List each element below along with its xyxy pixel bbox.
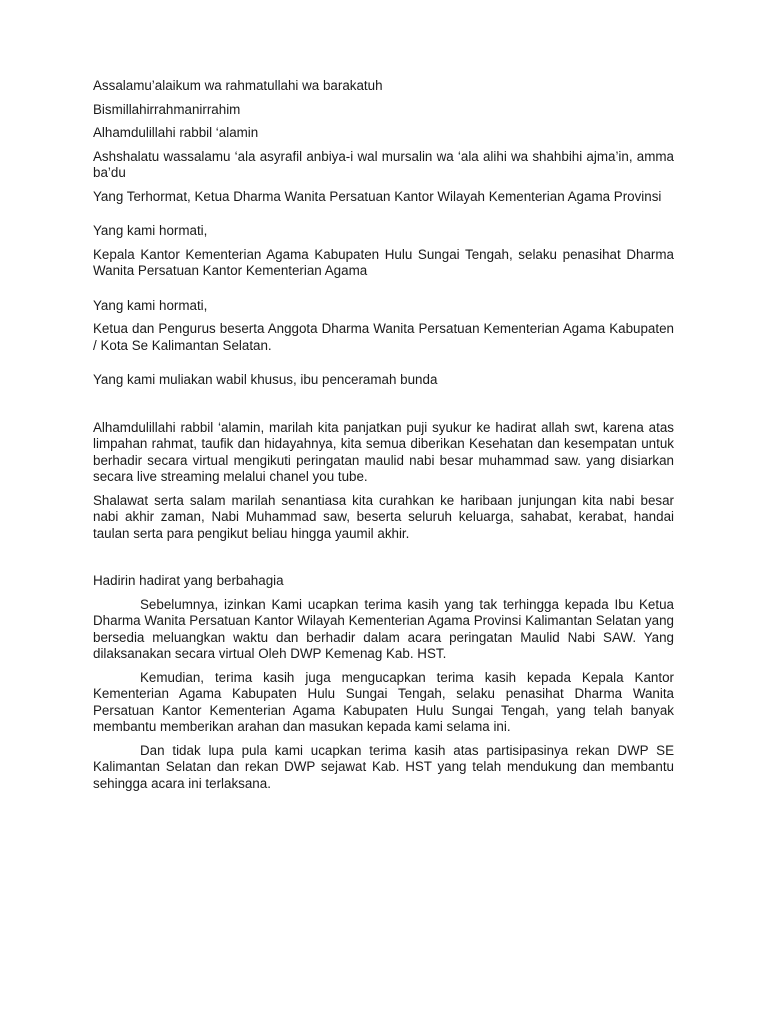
shalawat-opening: Ashshalatu wassalamu ‘ala asyrafil anbiya-i wal mursalin wa ‘ala alihi wa shahbihi ajma’in, amma ba’du	[93, 148, 674, 180]
opening-gratitude-paragraph: Alhamdulillahi rabbil ‘alamin, marilah kita panjatkan puji syukur ke hadirat allah swt, karena atas limpahan rahmat, taufik dan hidayahnya, kita semua diberikan Kesehatan dan kesempatan untuk berhadir secara virtual mengikuti peringatan maulid nabi besar muhammad saw. yang disiarkan secara live streaming melalui chanel you tube.	[93, 419, 674, 484]
thanks-rekan-dwp-paragraph: Dan tidak lupa pula kami ucapkan terima kasih atas partisipasinya rekan DWP SE Kalimantan Selatan dan rekan DWP sejawat Kab. HST yang telah mendukung dan membantu sehingga acara ini terlaksana.	[93, 742, 674, 791]
salutation-heading-1: Yang kami hormati,	[93, 223, 208, 238]
salutation-penceramah: Yang kami muliakan wabil khusus, ibu penceramah bunda	[93, 372, 438, 387]
basmalah: Bismillahirrahmanirrahim	[93, 101, 241, 117]
salutation-pengurus-anggota: Ketua dan Pengurus beserta Anggota Dharma Wanita Persatuan Kementerian Agama Kabupaten / Kota Se Kalimantan Selatan.	[93, 321, 674, 353]
salutation-kepala-kantor: Kepala Kantor Kementerian Agama Kabupaten Hulu Sungai Tengah, selaku penasihat Dharma Wanita Persatuan Kantor Kementerian Agama	[93, 246, 674, 278]
greeting-salam: Assalamu’alaikum wa rahmatullahi wa barakatuh	[93, 78, 383, 93]
salutation-ketua-dwp-kanwil: Yang Terhormat, Ketua Dharma Wanita Persatuan Kantor Wilayah Kementerian Agama Provinsi	[93, 188, 662, 204]
hamdalah: Alhamdulillahi rabbil ‘alamin	[93, 125, 259, 140]
shalawat-paragraph: Shalawat serta salam marilah senantiasa kita curahkan ke haribaan junjungan kita nabi besar nabi akhir zaman, Nabi Muhammad saw, beserta seluruh keluarga, sahabat, kerabat, handai taulan serta para pengikut beliau hingga yaumil akhir.	[93, 492, 674, 541]
salutation-heading-2: Yang kami hormati,	[93, 297, 208, 313]
audience-greeting: Hadirin hadirat yang berbahagia	[93, 573, 284, 588]
thanks-kepala-kantor-paragraph: Kemudian, terima kasih juga mengucapkan terima kasih kepada Kepala Kantor Kementerian Agama Kabupaten Hulu Sungai Tengah, selaku penasihat Dharma Wanita Persatuan Kantor Kementerian Agama Kabupaten Hulu Sungai Tengah, yang telah banyak membantu memberikan arahan dan masukan kepada kami selama ini.	[93, 669, 674, 734]
thanks-ketua-dwp-paragraph: Sebelumnya, izinkan Kami ucapkan terima kasih yang tak terhingga kepada Ibu Ketua Dharma Wanita Persatuan Kantor Wilayah Kementerian Agama Provinsi Kalimantan Selatan yang bersedia meluangkan waktu dan berhadir dalam acara peringatan Maulid Nabi SAW. Yang dilaksanakan secara virtual Oleh DWP Kemenag Kab. HST.	[93, 596, 674, 661]
